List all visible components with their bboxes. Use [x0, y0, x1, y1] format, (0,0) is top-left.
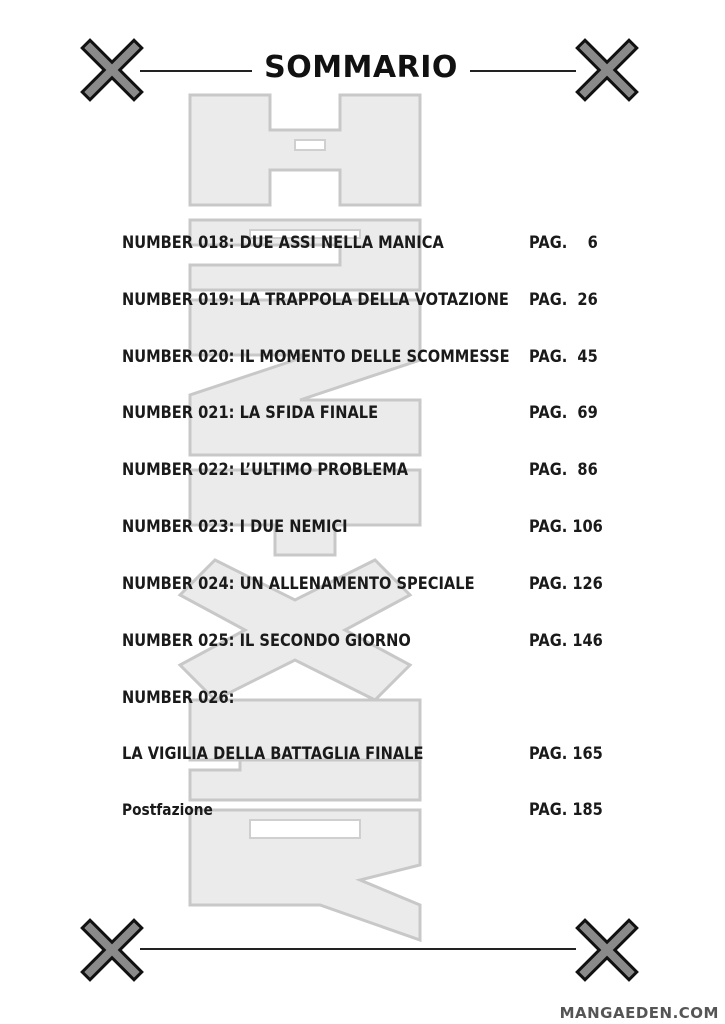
toc-entry-label: NUMBER 020: IL MOMENTO DELLE SCOMMESSE: [122, 347, 510, 367]
toc-entry-label: NUMBER 022: L’ULTIMO PROBLEMA: [122, 460, 409, 480]
bottom-rule: [140, 948, 576, 950]
toc-entry-label: NUMBER 025: IL SECONDO GIORNO: [122, 631, 411, 651]
toc-entry-label: NUMBER 021: LA SFIDA FINALE: [122, 403, 379, 423]
toc-entry-page: PAG. 69: [529, 403, 598, 423]
toc-entry-label: LA VIGILIA DELLA BATTAGLIA FINALE: [122, 744, 424, 764]
toc-entry-label: NUMBER 026:: [122, 688, 235, 708]
x-cross-icon: [80, 918, 144, 982]
page-title: SOMMARIO: [264, 50, 458, 85]
toc-entry-page: PAG. 165: [529, 744, 603, 764]
toc-entry-page: PAG. 106: [529, 517, 603, 537]
toc-entry-label: NUMBER 023: I DUE NEMICI: [122, 517, 348, 537]
toc-entry-page: PAG. 185: [529, 800, 603, 820]
toc-entry-page: PAG. 26: [529, 290, 598, 310]
site-watermark-text: MANGAEDEN.COM: [559, 1004, 719, 1022]
x-cross-icon: [575, 918, 639, 982]
toc-entry-page: PAG. 146: [529, 631, 603, 651]
toc-entry-page: PAG. 6: [529, 233, 598, 253]
toc-entry-page: PAG. 45: [529, 347, 598, 367]
toc-entry-page: PAG. 126: [529, 574, 603, 594]
toc-entry-label: NUMBER 018: DUE ASSI NELLA MANICA: [122, 233, 444, 253]
toc-entry-label: NUMBER 024: UN ALLENAMENTO SPECIALE: [122, 574, 475, 594]
toc-entry-label: Postfazione: [122, 800, 213, 819]
toc-entry-label: NUMBER 019: LA TRAPPOLA DELLA VOTAZIONE: [122, 290, 509, 310]
toc-entry-page: PAG. 86: [529, 460, 598, 480]
